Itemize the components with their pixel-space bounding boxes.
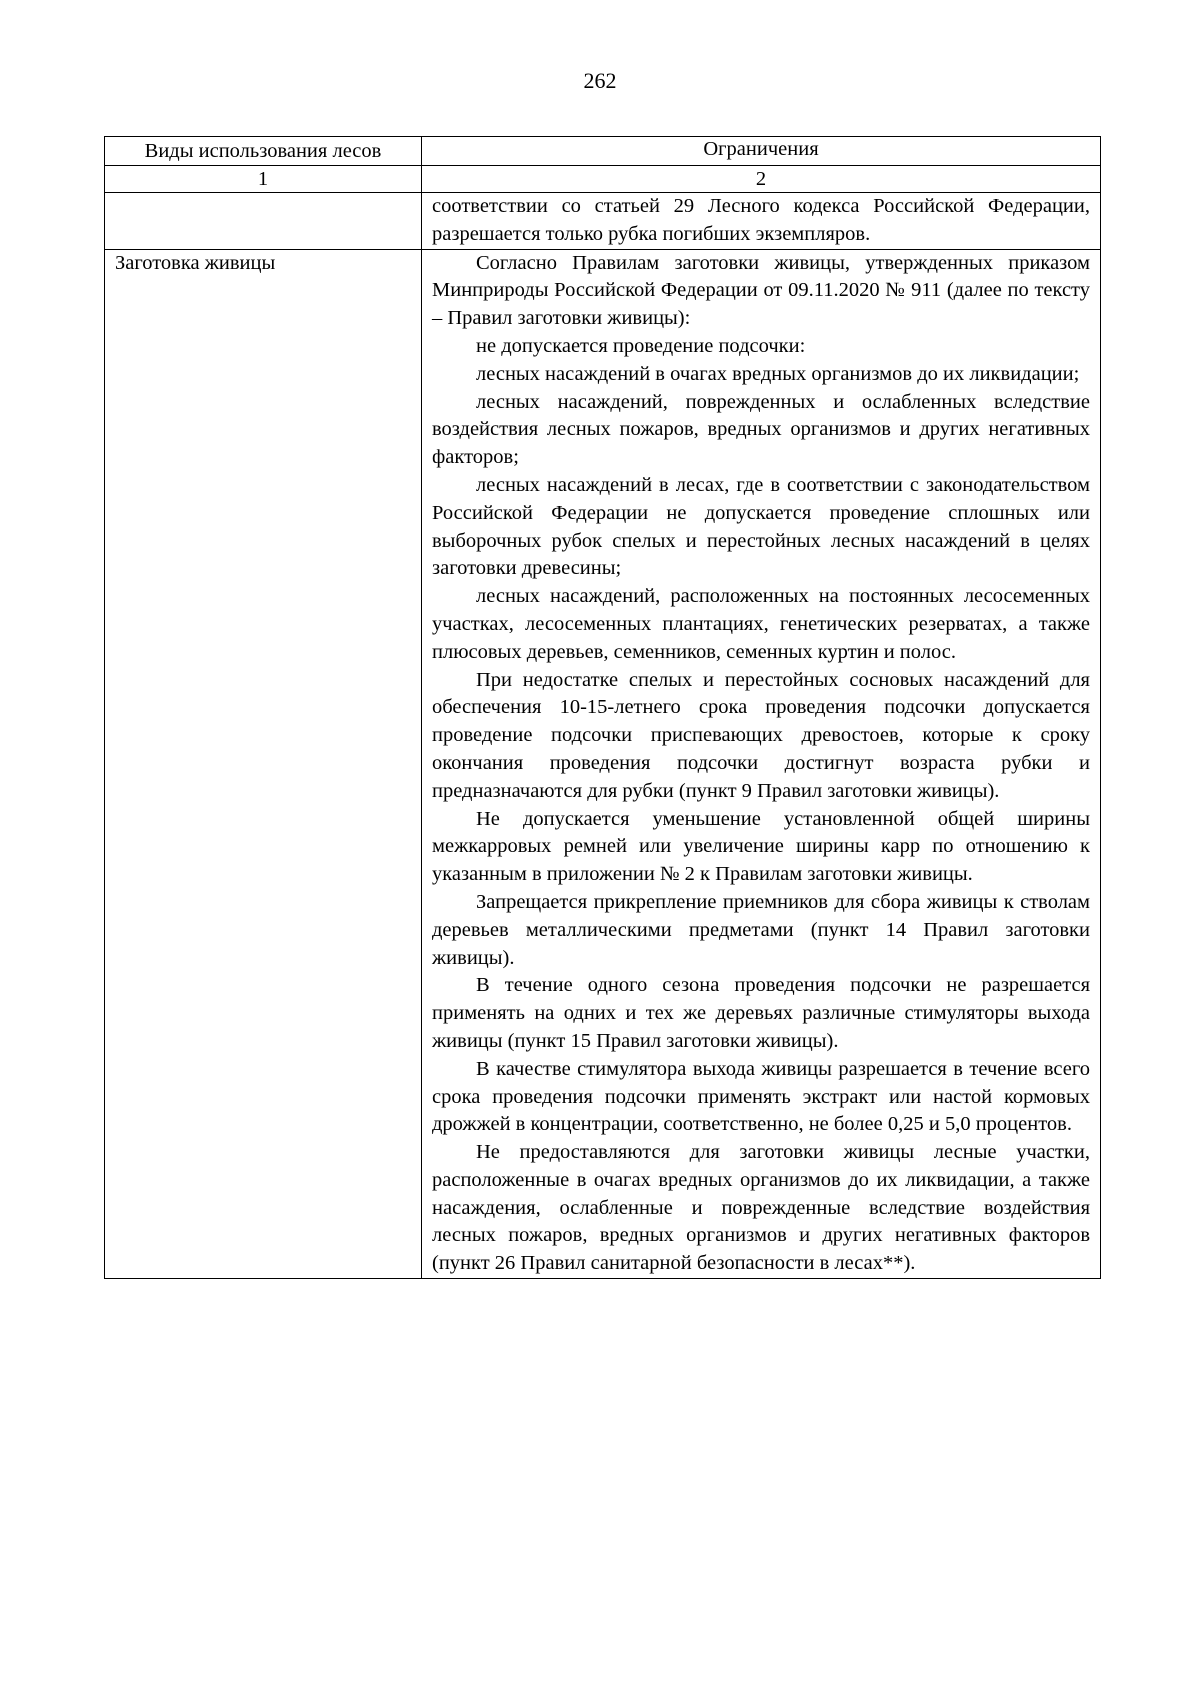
- column-number-2: 2: [422, 166, 1101, 193]
- column-number-row: [105, 166, 1101, 193]
- header-use-type: Виды использования лесов: [105, 137, 422, 166]
- restriction-paragraph: лесных насаждений, поврежденных и ослабленных вследствие воздействия лесных пожаров, вредных организмов и других негативных факторов;: [432, 390, 1090, 469]
- restriction-paragraph: Согласно Правилам заготовки живицы, утвержденных приказом Минприроды Российской Федерации от 09.11.2020 № 911 (далее по тексту – Правил заготовки живицы):: [432, 251, 1090, 330]
- restriction-paragraph: не допускается проведение подсочки:: [476, 334, 806, 357]
- table-row: [105, 249, 1101, 1278]
- restriction-paragraph: лесных насаждений, расположенных на постоянных лесосеменных участках, лесосеменных плантациях, генетических резерватах, а также плюсовых деревьев, семенников, семенных куртин и полос.: [432, 585, 1090, 663]
- restriction-paragraph: лесных насаждений в очагах вредных организмов до их ликвидации;: [476, 362, 1080, 385]
- header-restrictions: Ограничения: [422, 137, 1101, 166]
- table-header-row: [105, 137, 1101, 166]
- restrictions-table: [104, 136, 1101, 1279]
- restriction-paragraph: Запрещается прикрепление приемников для сбора живицы к стволам деревьев металлическими предметами (пункт 14 Правил заготовки живицы).: [432, 890, 1090, 969]
- use-type-cell: Заготовка живицы: [105, 249, 422, 1278]
- restriction-paragraph: лесных насаждений в лесах, где в соответствии с законодательством Российской Федерации не допускается проведение сплошных или выборочных рубок спелых и перестойных лесных насаждений в целях заготовки древесины;: [432, 473, 1090, 580]
- table-row: [105, 193, 1101, 250]
- restriction-paragraph: В качестве стимулятора выхода живицы разрешается в течение всего срока проведения подсочки применять экстракт или настой кормовых дрожжей в концентрации, соответственно, не более 0,25 и 5,0 процентов.: [432, 1057, 1090, 1136]
- restrictions-cell: [422, 193, 1101, 250]
- use-type-cell: [105, 193, 422, 250]
- column-number-1: 1: [105, 166, 422, 193]
- restrictions-cell: [422, 249, 1101, 1278]
- page-number: 262: [583, 68, 617, 93]
- restriction-paragraph: соответствии со статьей 29 Лесного кодекса Российской Федерации, разрешается только рубка погибших экземпляров.: [432, 195, 1090, 245]
- restriction-paragraph: При недостатке спелых и перестойных сосновых насаждений для обеспечения 10-15-летнего срока проведения подсочки допускается проведение подсочки приспевающих древостоев, которые к сроку окончания проведения подсочки достигнут возраста рубки и предназначаются для рубки (пункт 9 Правил заготовки живицы).: [432, 668, 1090, 802]
- restriction-paragraph: В течение одного сезона проведения подсочки не разрешается применять на одних и тех же деревьях различные стимуляторы выхода живицы (пункт 15 Правил заготовки живицы).: [432, 974, 1090, 1052]
- restriction-paragraph: Не предоставляются для заготовки живицы лесные участки, расположенные в очагах вредных организмов до их ликвидации, а также насаждения, ослабленные и поврежденные вследствие воздействия лесных пожаров, вредных организмов и других негативных факторов (пункт 26 Правил санитарной безопасности в лесах**).: [432, 1141, 1090, 1275]
- restriction-paragraph: Не допускается уменьшение установленной общей ширины межкарровых ремней или увеличение ширины карр по отношению к указанным в приложении № 2 к Правилам заготовки живицы.: [432, 807, 1090, 886]
